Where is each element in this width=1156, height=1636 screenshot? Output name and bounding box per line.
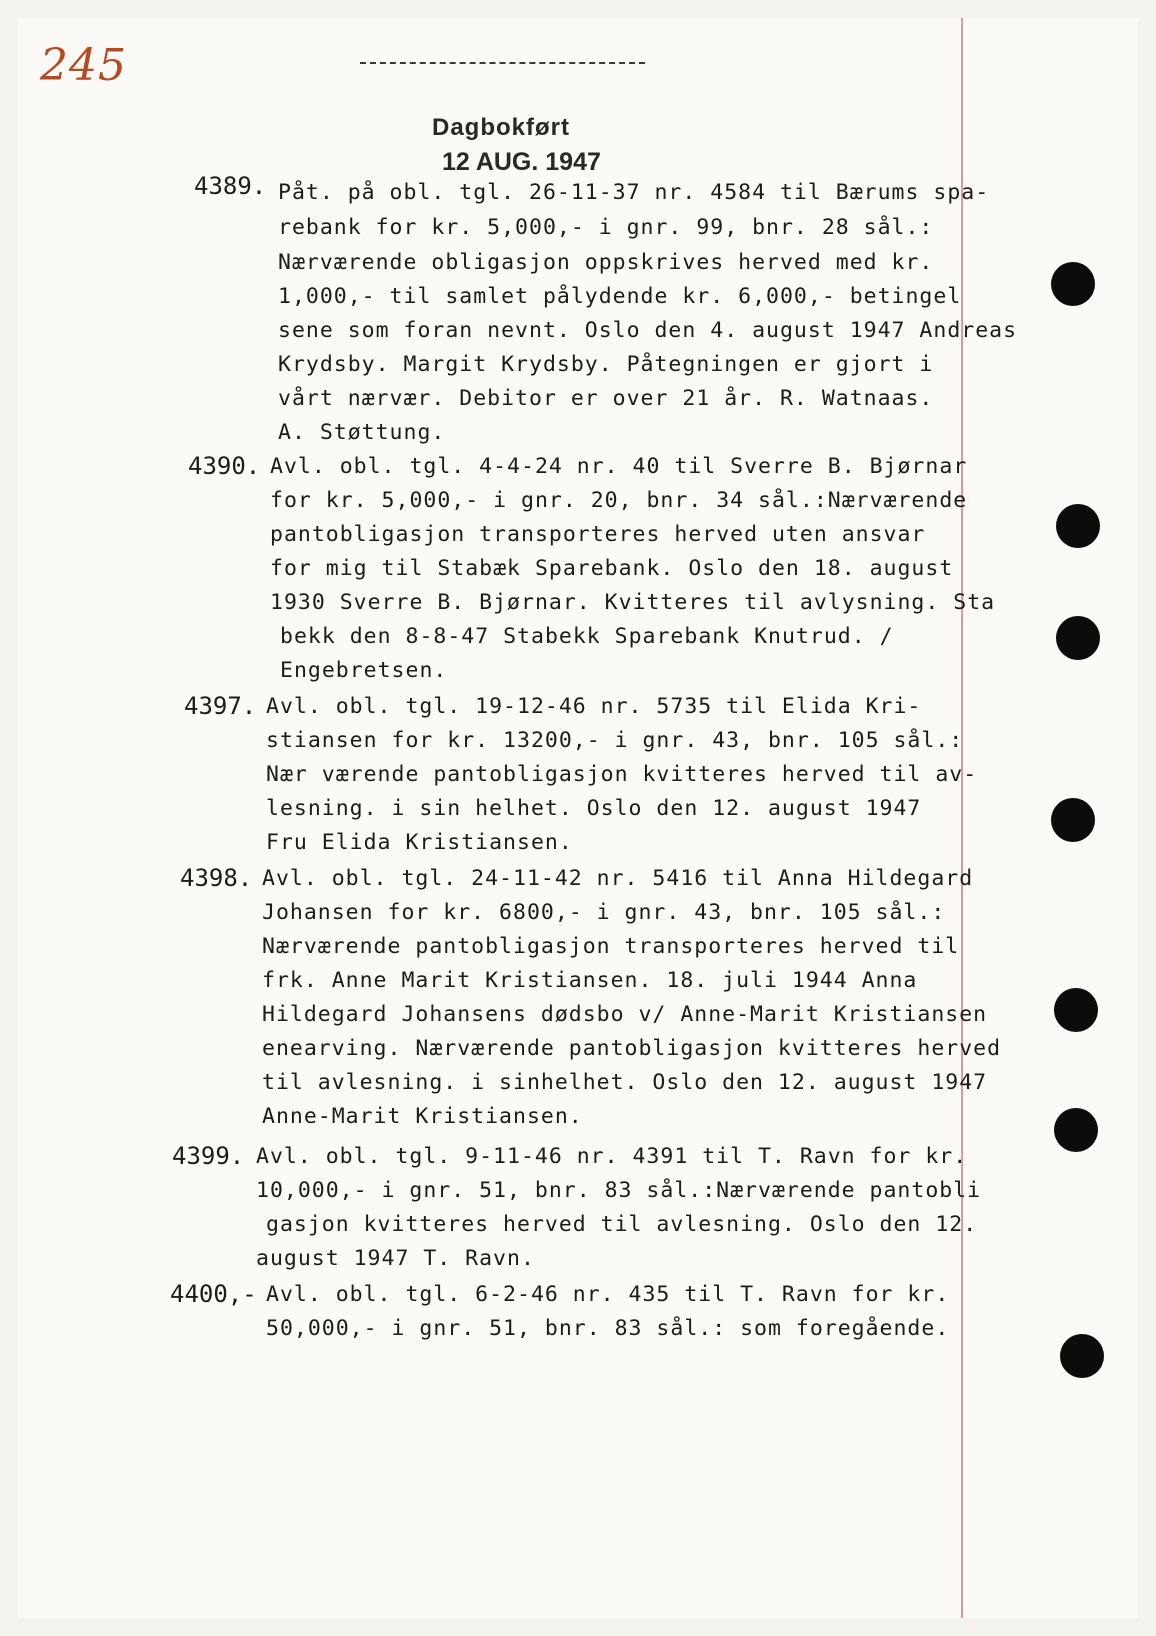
entry-line: enearving. Nærværende pantobligasjon kvitteres herved [262, 1036, 1002, 1061]
entry-line: Nærværende pantobligasjon transporteres herved til [262, 934, 960, 959]
binder-hole [1056, 616, 1100, 660]
margin-line [961, 18, 963, 1618]
entry-line: Nær værende pantobligasjon kvitteres herved til av- [266, 762, 978, 787]
entry-line: Nærværende obligasjon oppskrives herved med kr. [278, 250, 934, 275]
entry-line: Avl. obl. tgl. 4-4-24 nr. 40 til Sverre B. Bjørnar [270, 454, 968, 479]
entry-number: 4400,- [170, 1280, 257, 1308]
entry-line: august 1947 T. Ravn. [256, 1246, 535, 1271]
entry-line: 1,000,- til samlet pålydende kr. 6,000,- betingel [278, 284, 962, 309]
entry-line: Påt. på obl. tgl. 26-11-37 nr. 4584 til Bærums spa- [278, 180, 990, 205]
top-rule [360, 62, 645, 64]
entry-line: bekk den 8-8-47 Stabekk Sparebank Knutrud. / [280, 624, 894, 649]
entry-line: 50,000,- i gnr. 51, bnr. 83 sål.: som foregående. [266, 1316, 950, 1341]
entry-line: Avl. obl. tgl. 6-2-46 nr. 435 til T. Ravn for kr. [266, 1282, 950, 1307]
entry-line: for mig til Stabæk Sparebank. Oslo den 18. august [270, 556, 954, 581]
stamp-title: Dagbokført [432, 114, 570, 141]
entry-line: stiansen for kr. 13200,- i gnr. 43, bnr. 105 sål.: [266, 728, 964, 753]
stamp-date: 12 AUG. 1947 [442, 148, 601, 176]
entry-number: 4390. [188, 452, 261, 480]
entry-line: pantobligasjon transporteres herved uten ansvar [270, 522, 926, 547]
entry-line: gasjon kvitteres herved til avlesning. Oslo den 12. [266, 1212, 978, 1237]
entry-line: 1930 Sverre B. Bjørnar. Kvitteres til avlysning. Sta [270, 590, 996, 615]
binder-hole [1054, 1108, 1098, 1152]
entry-line: rebank for kr. 5,000,- i gnr. 99, bnr. 28 sål.: [278, 215, 934, 240]
entry-line: til avlesning. i sinhelhet. Oslo den 12. august 1947 [262, 1070, 988, 1095]
entry-number: 4398. [180, 864, 253, 892]
entry-line: A. Støttung. [278, 420, 446, 445]
binder-hole [1060, 1334, 1104, 1378]
entry-number: 4389. [194, 172, 267, 200]
entry-line: frk. Anne Marit Kristiansen. 18. juli 1944 Anna [262, 968, 918, 993]
binder-hole [1051, 798, 1095, 842]
entry-number: 4399. [172, 1142, 245, 1170]
binder-hole [1056, 504, 1100, 548]
binder-hole [1051, 262, 1095, 306]
entry-number: 4397. [184, 692, 257, 720]
entry-line: lesning. i sin helhet. Oslo den 12. august 1947 [266, 796, 922, 821]
binder-hole [1054, 988, 1098, 1032]
entry-line: Avl. obl. tgl. 24-11-42 nr. 5416 til Anna Hildegard [262, 866, 974, 891]
entry-line: Hildegard Johansens dødsbo v/ Anne-Marit Kristiansen [262, 1002, 988, 1027]
entry-line: 10,000,- i gnr. 51, bnr. 83 sål.:Nærværende pantobli [256, 1178, 982, 1203]
entry-line: Krydsby. Margit Krydsby. Påtegningen er gjort i [278, 352, 934, 377]
entry-line: vårt nærvær. Debitor er over 21 år. R. Watnaas. [278, 386, 934, 411]
entry-line: Engebretsen. [280, 658, 448, 683]
entry-line: Avl. obl. tgl. 19-12-46 nr. 5735 til Elida Kri- [266, 694, 922, 719]
entry-line: sene som foran nevnt. Oslo den 4. august 1947 Andreas [278, 318, 1018, 343]
entry-line: Johansen for kr. 6800,- i gnr. 43, bnr. 105 sål.: [262, 900, 946, 925]
entry-line: for kr. 5,000,- i gnr. 20, bnr. 34 sål.:Nærværende [270, 488, 968, 513]
entry-line: Avl. obl. tgl. 9-11-46 nr. 4391 til T. Ravn for kr. [256, 1144, 968, 1169]
page-number: 245 [40, 40, 127, 91]
entry-line: Fru Elida Kristiansen. [266, 830, 573, 855]
entry-line: Anne-Marit Kristiansen. [262, 1104, 583, 1129]
